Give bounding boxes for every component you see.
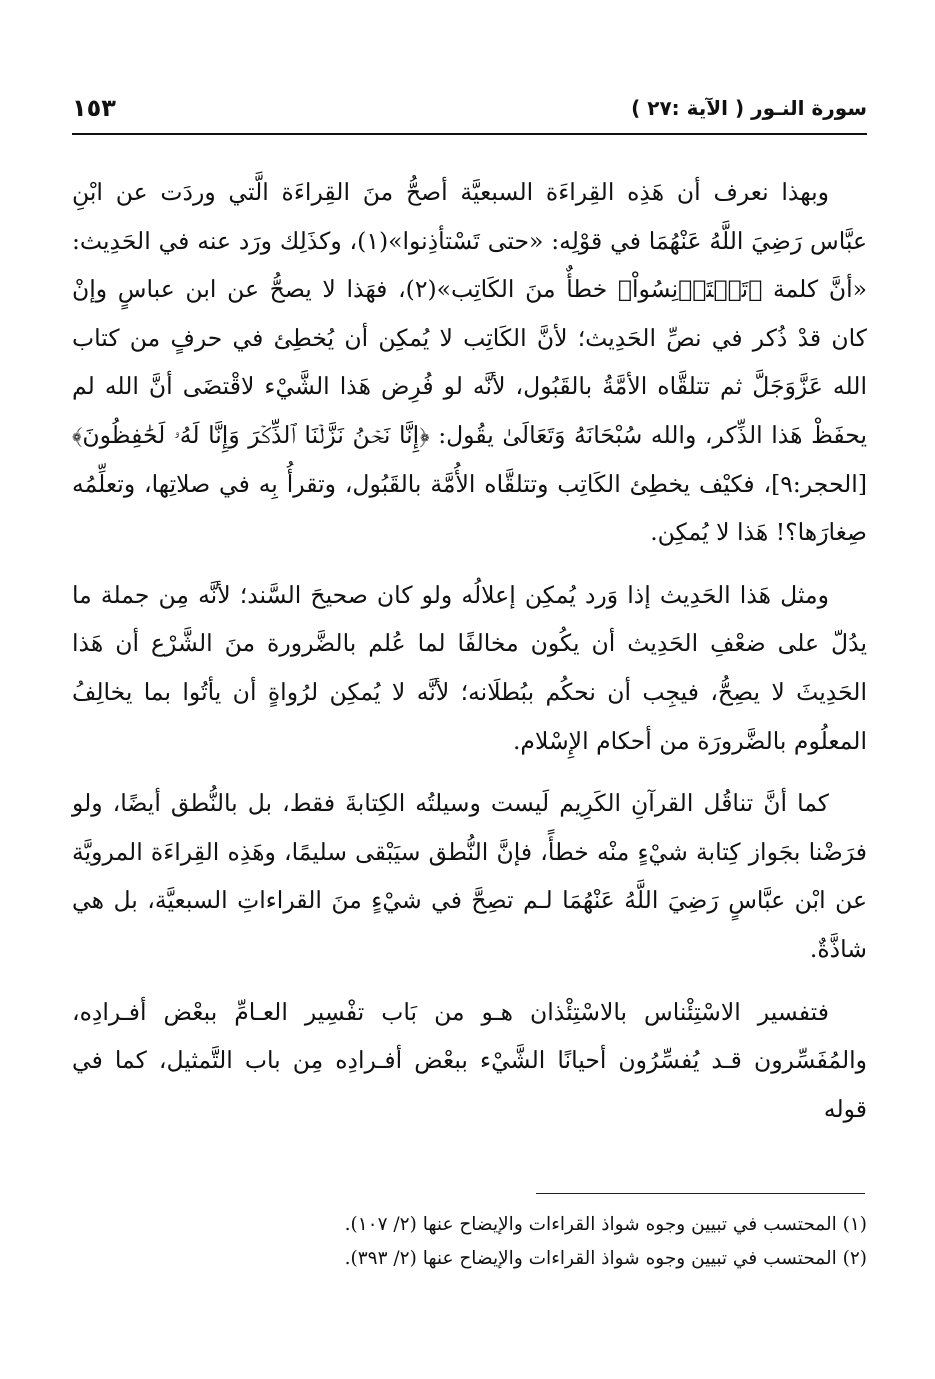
footnote-divider — [536, 1193, 865, 1194]
footnotes — [72, 1208, 867, 1276]
header-divider — [72, 133, 867, 135]
surah-title: سورة النـور ( الآية :٢٧ ) — [631, 96, 867, 120]
page-number: ١٥٣ — [72, 94, 116, 122]
footnote-1: (١) المحتسب في تبيين وجوه شواذ القراءات والإيضاح عنها (٢/ ١٠٧). — [344, 1214, 867, 1235]
footnote-2: (٢) المحتسب في تبيين وجوه شواذ القراءات والإيضاح عنها (٢/ ٣٩٣). — [344, 1248, 867, 1269]
paragraph-4: فتفسير الاسْتِئْناس بالاسْتِئْذان هـو من بَاب تفْسِير العـامِّ ببعْض أفـرادِه، والمُفَسِّرون قـد يُفسِّرُون أحيانًا الشَّيْء ببعْض أفـرادِه مِن باب التَّمثيل، كما في قوله — [72, 997, 867, 1123]
running-header — [72, 92, 867, 132]
main-text — [72, 168, 867, 1147]
paragraph-1: وبهذا نعرف أن هَذِه القِراءَة السبعيَّة أصحُّ منَ القِراءَة الَّتي وردَت عن ابْنِ عبَّاس رَضِيَ اللَّهُ عَنْهُمَا في قوْلِه: «حتى تَسْتأذِنوا»(١)، وكذَلِك ورَد عنه في الحَدِيث: «أنَّ كلمة ﴿تَسۡتَأۡنِسُواْ﴾ خطأٌ منَ الكَاتِب»(٢)، فهَذا لا يصحُّ عن ابن عباسٍ وإنْ كان قدْ ذُكر في نصِّ الحَدِيث؛ لأنَّ الكَاتِب لا يُمكِن أن يُخطِئ في حرفٍ من كتاب الله عَزَّوَجَلَّ ثم تتلقَّاه الأمَّةُ بالقَبُول، لأنَّه لو فُرِض هَذا الشَّيْء لاقْتضَى أنَّ الله لم يحفَظْ هَذا الذِّكر، والله سُبْحَانَهُ وَتَعَالَىٰ يقُول: ﴿إِنَّا نَحۡنُ نَزَّلۡنَا ٱلذِّكۡرَ وَإِنَّا لَهُۥ لَحَٰفِظُونَ﴾ [الحجر:٩]، فكيْف يخطِئ الكَاتِب وتتلقَّاه الأُمَّة بالقَبُول، وتقرأُ بِه في صلاتِها، وتعلِّمُه صِغارَها؟! هَذا لا يُمكِن. — [72, 178, 867, 547]
paragraph-2: ومثل هَذا الحَدِيث إذا وَرد يُمكِن إعلالُه ولو كان صحيحَ السَّند؛ لأنَّه مِن جملة ما يدُلّ على ضعْفِ الحَدِيث أن يكُون مخالفًا لما عُلم بالضَّرورة منَ الشَّرْع أن هَذا الحَدِيثَ لا يصِحُّ، فيجِب أن نحكُم ببُطلَانه؛ لأنَّه لا يُمكِن لرُواةٍ أن يأتُوا بما يخالِفُ المعلُوم بالضَّرورَة من أحكام الإِسْلام. — [72, 580, 867, 755]
paragraph-3: كما أنَّ تناقُل القرآنِ الكَرِيم لَيست وسيلتُه الكِتابةَ فقط، بل بالنُّطق أيضًا، ولو فرَضْنا بجَواز كِتابة شيْءٍ منْه خطأً، فإنَّ النُّطق سيَبْقى سليمًا، وهَذِه القِراءَة المرويَّة عن ابْن عبَّاسٍ رَضِيَ اللَّهُ عَنْهُمَا لـم تصِحَّ في شيْءٍ منَ القراءاتِ السبعيَّة، بل هي شاذَّةٌ. — [72, 789, 867, 963]
